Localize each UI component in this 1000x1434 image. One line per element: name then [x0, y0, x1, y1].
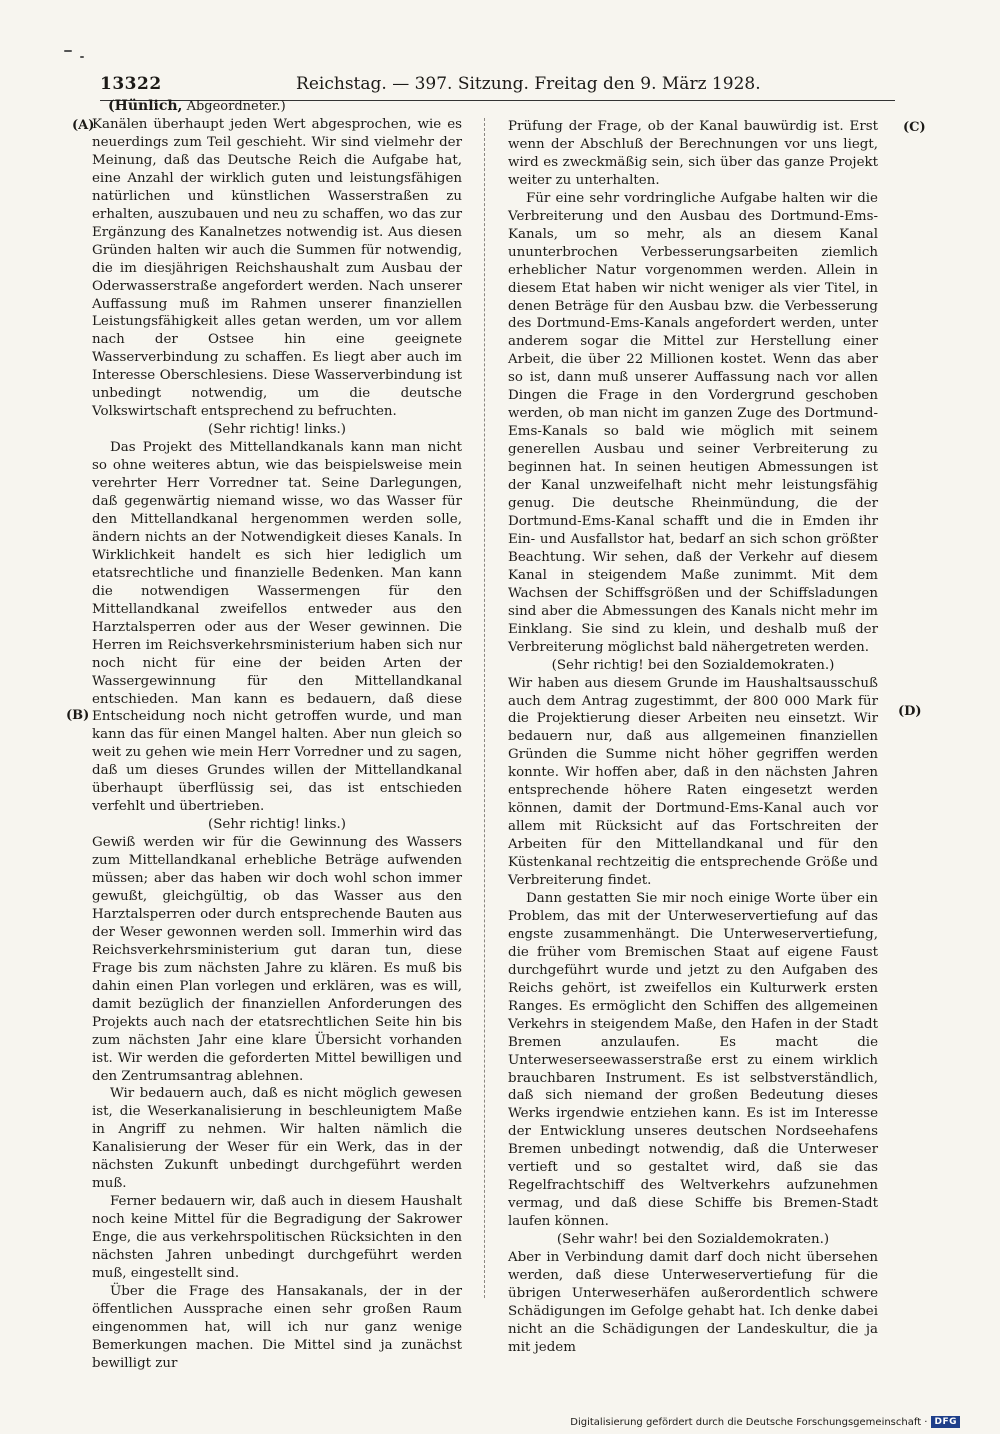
dfg-logo: DFG — [931, 1416, 960, 1428]
paragraph: Wir bedauern auch, daß es nicht möglich gewesen ist, die Weserkanalisierung in beschleunigtem Maße in Angriff zu nehmen. Wir halten nämlich die Kanalisierung der Weser für ein Werk, das in der nächsten Zukunft unbedingt durchgeführt werden muß. — [92, 1086, 462, 1192]
paragraph: Ferner bedauern wir, daß auch in diesem Haushalt noch keine Mittel für die Begradigung der Sakrower Enge, die aus verkehrspolitischen Rücksichten in den nächsten Jahren unbedingt durchgeführt werden muß, eingestellt sind. — [92, 1194, 462, 1281]
interjection: (Sehr richtig! bei den Sozialdemokraten.) — [551, 657, 835, 673]
paragraph: Kanälen überhaupt jeden Wert abgesprochen, wie es neuerdings zum Teil geschieht. Wir sind vielmehr der Meinung, daß das Deutsche Reich die Aufgabe hat, eine Anzahl der wirklich guten und leistungsfähigen natürlichen und künstlichen Wasserstraßen zu erhalten, auszubauen und neu zu schaffen, wo das zur Ergänzung des Kanalnetzes notwendig ist. Aus diesen Gründen halten wir auch die Summen für notwendig, die im diesjährigen Reichshaushalt zum Ausbau der Oderwasserstraße angefordert werden. Nach unserer Auffassung muß im Rahmen unserer finanziellen Leistungsfähigkeit alles getan werden, um vor allem nach der Ostsee hin eine geeignete Wasserverbindung zu schaffen. Es liegt aber auch im Interesse Oberschlesiens. Diese Wasserverbindung ist unbedingt notwendig, um die deutsche Volkswirtschaft entsprechend zu befruchten. — [92, 117, 462, 420]
margin-marker-c: (C) — [903, 120, 926, 135]
paragraph: Das Projekt des Mittellandkanals kann man nicht so ohne weiteres abtun, wie das beispielsweise mein verehrter Herr Vorredner tat. Seine Darlegungen, daß gegenwärtig niemand wisse, wo das Wasser für den Mittellandkanal hergenommen werden solle, ändern nichts an der Notwendigkeit dieses Kanals. In Wirklichkeit handelt es sich hier lediglich um etatsrechtliche und finanzielle Bedenken. Man kann die notwendigen Wassermengen für den Mittellandkanal zweifellos entweder aus den Harztalsperren oder aus der Weser gewinnen. Die Herren im Reichsverkehrsministerium haben sich nur noch nicht für eine der beiden Arten der Wassergewinnung für den Mittellandkanal entschieden. Man kann es bedauern, daß diese Entscheidung noch nicht getroffen wurde, und man kann das für einen Mangel halten. Aber nun gleich so weit zu gehen wie mein Herr Vorredner und zu sagen, daß um dieses Grundes willen der Mittellandkanal überhaupt überflüssig sei, das ist entschieden verfehlt und übertrieben. — [92, 440, 462, 815]
paragraph: Aber in Verbindung damit darf doch nicht übersehen werden, daß diese Unterweservertiefung für die übrigen Unterweserhäfen außerordentlich schwere Schädigungen im Gefolge gehabt hat. Ich denke dabei nicht an die Schädigungen der Landeskultur, die ja mit jedem — [508, 1250, 878, 1355]
paragraph: Prüfung der Frage, ob der Kanal bauwürdig ist. Erst wenn der Abschluß der Berechnungen vor uns liegt, wird es zweckmäßig sein, sich über das ganze Projekt weiter zu unterhalten. — [508, 119, 878, 188]
running-title: Reichstag. — 397. Sitzung. Freitag den 9. März 1928. — [296, 74, 761, 94]
right-column — [508, 118, 878, 1357]
column-divider — [484, 118, 485, 1298]
scan-mark — [80, 56, 84, 58]
paragraph: Über die Frage des Hansakanals, der in der öffentlichen Aussprache einen sehr großen Raum eingenommen hat, will ich nur ganz wenige Bemerkungen machen. Die Mittel sind ja zunächst bewilligt zur — [92, 1283, 462, 1371]
interjection: (Sehr wahr! bei den Sozialdemokraten.) — [556, 1232, 830, 1248]
speaker-role: Abgeordneter.) — [186, 99, 286, 114]
page-footer — [570, 1416, 960, 1428]
margin-marker-d: (D) — [898, 704, 922, 719]
paragraph: Für eine sehr vordringliche Aufgabe halten wir die Verbreiterung und den Ausbau des Dortmund-Ems-Kanals, um so mehr, als an diesem Kanal ununterbrochen Verbesserungsarbeiten ziemlich erheblicher Natur vorgenommen werden. Allein in diesem Etat haben wir nicht weniger als vier Titel, in denen Beträge für den Ausbau bzw. die Verbesserung des Dortmund-Ems-Kanals angefordert werden, unter anderem sogar die Mittel zur Herstellung einer Arbeit, die über 22 Millionen kostet. Wenn das aber so ist, dann muß unserer Auffassung nach vor allen Dingen die Frage in den Vordergrund geschoben werden, ob man nicht im ganzen Zuge des Dortmund-Ems-Kanals so bald wie möglich mit seinem generellen Ausbau und seiner Verbreiterung zu beginnen hat. In seinen heutigen Abmessungen ist der Kanal unzweifelhaft nicht mehr leistungsfähig genug. Die deutsche Rheinmündung, die der Dortmund-Ems-Kanal schafft und die in Emden ihr Ein- und Ausfallstor hat, bedarf an sich schon größter Beachtung. Wir sehen, daß der Verkehr auf diesem Kanal in steigendem Maße zunimmt. Mit dem Wachsen der Schiffsgrößen und der Schiffsladungen sind aber die Abmessungen des Kanals nicht mehr im Einklang. Sie sind zu klein, und deshalb muß der Verbreiterung möglichst bald nähergetreten werden. — [508, 190, 878, 655]
interjection: (Sehr richtig! links.) — [208, 817, 346, 833]
speaker-line — [108, 98, 286, 114]
footer-credit: Digitalisierung gefördert durch die Deutsche Forschungsgemeinschaft · — [570, 1416, 928, 1428]
paragraph: Gewiß werden wir für die Gewinnung des Wassers zum Mittellandkanal erhebliche Beträge aufwenden müssen; aber das haben wir doch wohl schon immer gewußt, gleichgültig, ob das Wasser aus den Harztalsperren oder durch entsprechende Bauten aus der Weser gewonnen werden soll. Immerhin wird das Reichsverkehrsministerium gut daran tun, diese Frage bis zum nächsten Jahre zu klären. Es muß bis dahin einen Plan vorlegen und erklären, was es will, damit bezüglich der finanziellen Anforderungen des Projekts auch nach der etatsrechtlichen Seite hin bis zum nächsten Jahr eine klare Übersicht vorhanden ist. Wir werden die geforderten Mittel bewilligen und den Zentrumsantrag ablehnen. — [92, 835, 462, 1084]
page-number: 13322 — [100, 74, 162, 94]
margin-marker-b: (B) — [66, 708, 90, 723]
paragraph: Dann gestatten Sie mir noch einige Worte über ein Problem, das mit der Unterweservertiefung auf das engste zusammenhängt. Die Unterweservertiefung, die früher vom Bremischen Staat auf eigene Faust durchgeführt wurde und jetzt zu den Aufgaben des Reichs gehört, ist zweifellos ein Kulturwerk ersten Ranges. Es ermöglicht den Schiffen des allgemeinen Verkehrs in steigendem Maße, den Hafen in der Stadt Bremen anzulaufen. Es macht die Unterweserseewasserstraße erst zu einem wirklich brauchbaren Instrument. Es ist selbstverständlich, daß sich niemand der großen Bedeutung dieses Werks irgendwie entziehen kann. Es ist im Interesse der Entwicklung unseres deutschen Nordseehafens Bremen unbedingt notwendig, daß die Unterweser vertieft und so gestaltet wird, daß sie das Regelfrachtschiff des Weltverkehrs aufzunehmen vermag, und daß diese Schiffe bis Bremen-Stadt laufen können. — [508, 890, 878, 1230]
paragraph: Wir haben aus diesem Grunde im Haushaltsausschuß auch dem Antrag zugestimmt, der 800 000 Mark für die Projektierung dieser Arbeiten neu einsetzt. Wir bedauern nur, daß aus allgemeinen finanziellen Gründen die Summe nicht höher gegriffen werden konnte. Wir hoffen aber, daß in den nächsten Jahren entsprechende höhere Raten eingesetzt werden können, damit der Dortmund-Ems-Kanal auch vor allem mit Rücksicht auf das Fortschreiten der Arbeiten für den Mittellandkanal und für den Küstenkanal rechtzeitig die entsprechende Größe und Verbreiterung findet. — [508, 675, 878, 889]
scan-mark — [64, 50, 72, 52]
left-column — [92, 116, 462, 1373]
interjection: (Sehr richtig! links.) — [208, 422, 346, 438]
speaker-name: (Hünlich, — [108, 98, 183, 114]
margin-marker-a: (A) — [72, 118, 95, 133]
page-header — [100, 74, 895, 101]
